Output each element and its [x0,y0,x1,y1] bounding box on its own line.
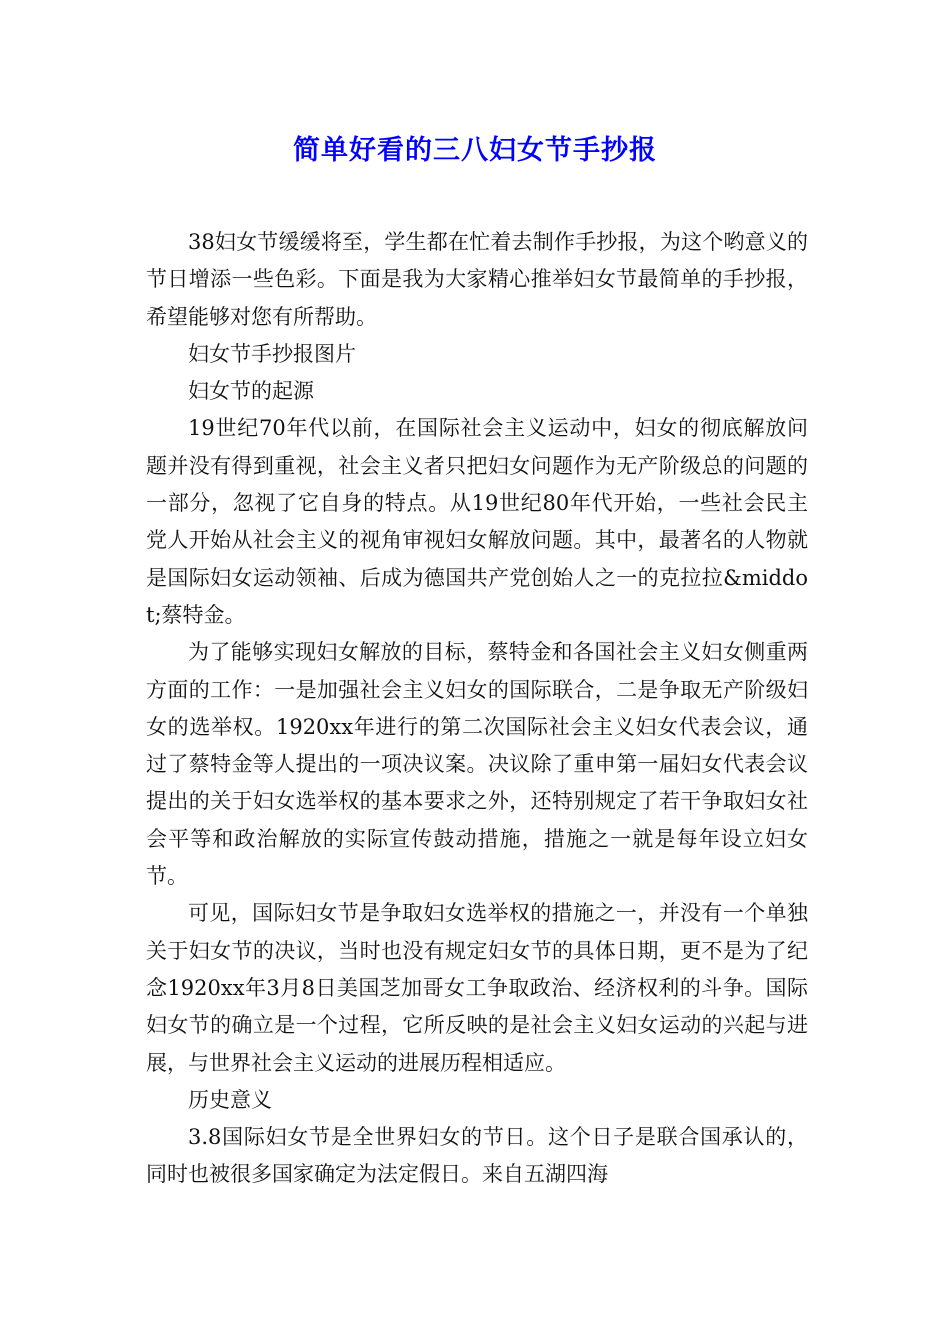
document-title: 简单好看的三八妇女节手抄报 [293,135,657,166]
origin-paragraph-2: 为了能够实现妇女解放的目标，蔡特金和各国社会主义妇女侧重两方面的工作：一是加强社会主义妇女的国际联合，二是争取无产阶级妇女的选举权。1920xx年进行的第二次国际社会主义妇女代表会议，通过了蔡特金等人提出的一项决议案。决议除了重申第一届妇女代表会议提出的关于妇女选举权的基本要求之外，还特别规定了若干争取妇女社会平等和政治解放的实际宣传鼓动措施，措施之一就是每年设立妇女节。 [146,640,808,889]
document-body [146,224,808,1194]
significance-paragraph: 3.8国际妇女节是全世界妇女的节日。这个日子是联合国承认的，同时也被很多国家确定为法定假日。来自五湖四海 [146,1125,808,1187]
image-caption-line: 妇女节手抄报图片 [188,341,356,366]
origin-paragraph-1: 19世纪70年代以前，在国际社会主义运动中，妇女的彻底解放问题并没有得到重视，社会主义者只把妇女问题作为无产阶级总的问题的一部分，忽视了它自身的特点。从19世纪80年代开始，一些社会民主党人开始从社会主义的视角审视妇女解放问题。其中，最著名的人物就是国际妇女运动领袖、后成为德国共产党创始人之一的克拉拉&middot;蔡特金。 [146,416,808,627]
intro-paragraph: 38妇女节缓缓将至，学生都在忙着去制作手抄报，为这个哟意义的节日增添一些色彩。下面是我为大家精心推举妇女节最简单的手抄报，希望能够对您有所帮助。 [146,230,808,329]
section-heading-significance: 历史意义 [188,1087,272,1112]
origin-paragraph-3: 可见，国际妇女节是争取妇女选举权的措施之一，并没有一个单独关于妇女节的决议，当时也没有规定妇女节的具体日期，更不是为了纪念1920xx年3月8日美国芝加哥女工争取政治、经济权利的斗争。国际妇女节的确立是一个过程，它所反映的是社会主义妇女运动的兴起与进展，与世界社会主义运动的进展历程相适应。 [146,901,808,1075]
section-heading-origin: 妇女节的起源 [188,379,314,404]
